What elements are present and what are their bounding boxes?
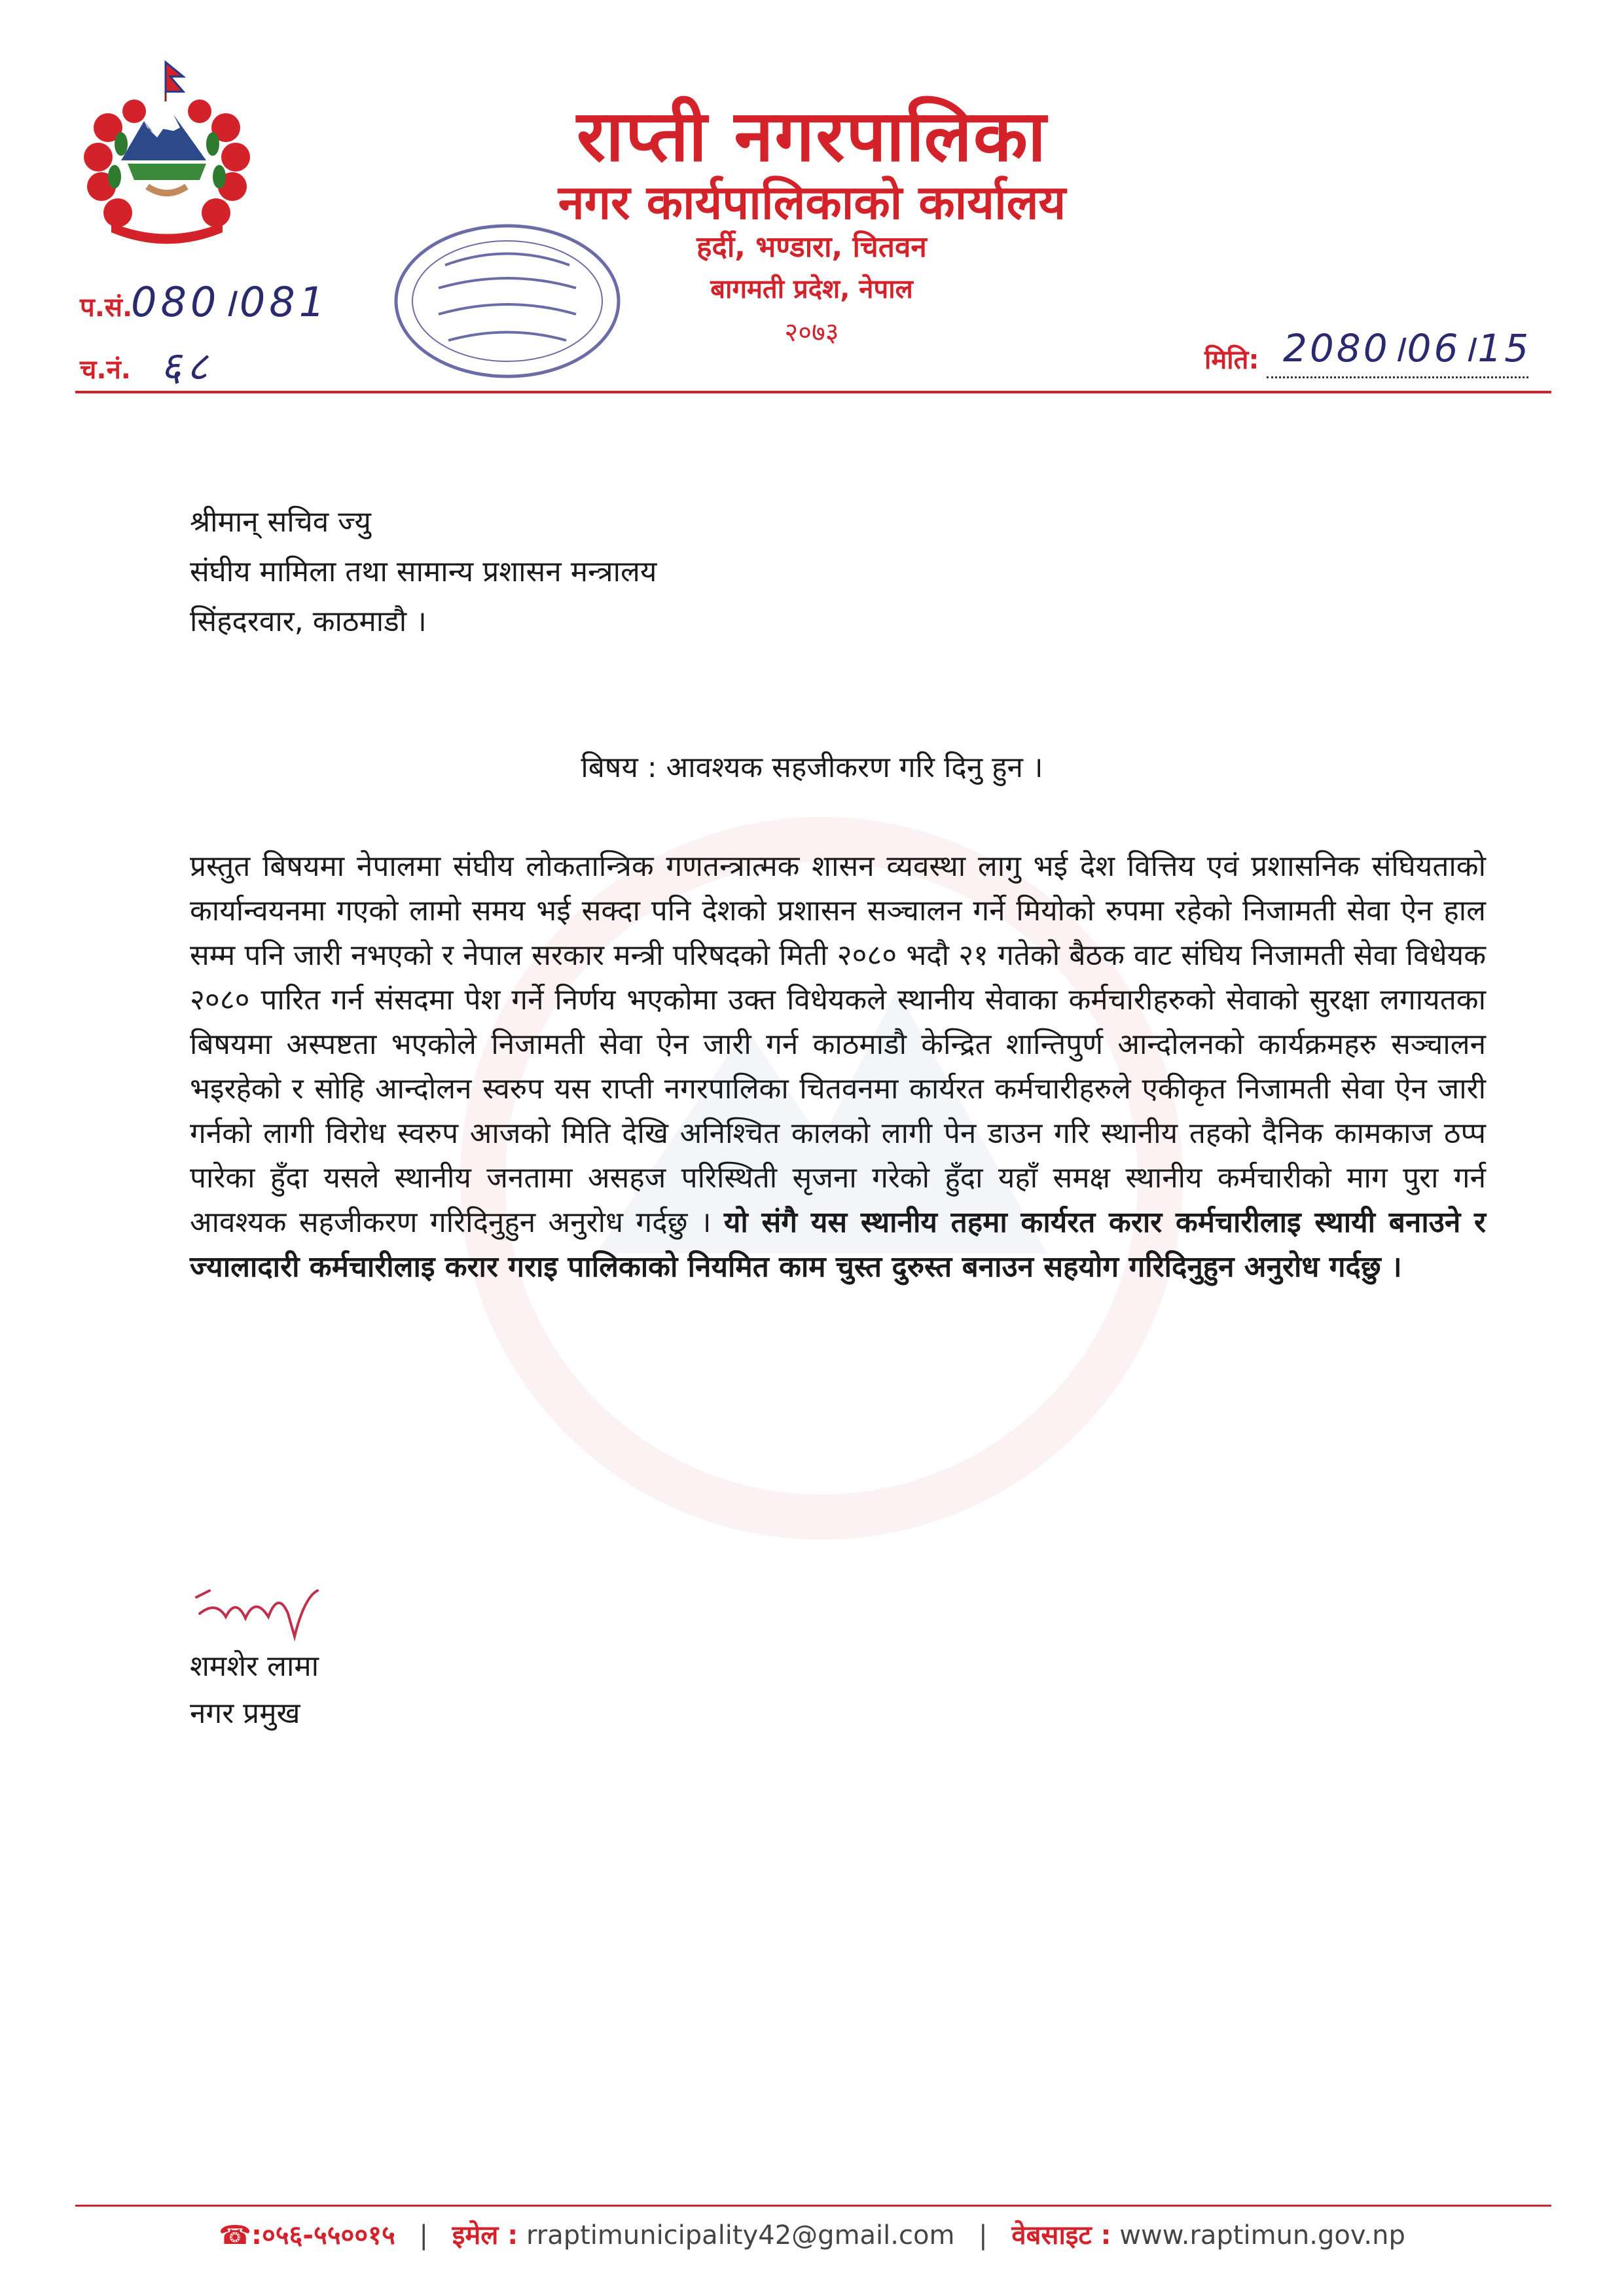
website-label: वेबसाइट : xyxy=(1011,2220,1111,2250)
recipient-line-1: श्रीमान् सचिव ज्यु xyxy=(190,505,371,539)
reference-number-value: 080।081 xyxy=(131,278,329,326)
office-subtitle: नगर कार्यपालिकाको कार्यालय xyxy=(558,175,1066,230)
recipient-line-2: संघीय मामिला तथा सामान्य प्रशासन मन्त्रालय xyxy=(190,555,657,588)
address-line-2: बागमती प्रदेश, नेपाल xyxy=(710,274,913,304)
body-bold-text: यो संगै यस स्थानीय तहमा कार्यरत करार कर्मचारीलाइ स्थायी बनाउने र ज्यालादारी कर्मचारीलाइ करार गराइ पालिकाको नियमित काम चुस्त दुरुस्त बनाउन सहयोग गरिदिनुहुन अनुरोध गर्दछु । xyxy=(190,1206,1486,1284)
footer-contact xyxy=(0,2216,1624,2252)
date-underline xyxy=(1267,376,1528,378)
phone-icon: ☎: xyxy=(219,2220,262,2250)
reference-number-label: प.सं. xyxy=(80,293,133,323)
signer-block xyxy=(190,1643,319,1737)
office-stamp xyxy=(386,216,628,386)
letter-body xyxy=(190,844,1486,1290)
establishment-year: २०७३ xyxy=(784,317,839,348)
letter-subject: बिषय : आवश्यक सहजीकरण गरि दिनु हुन । xyxy=(581,751,1043,784)
email-link[interactable]: rraptimunicipality42@gmail.com xyxy=(526,2220,955,2250)
municipality-title: राप्ती नगरपालिका xyxy=(577,96,1047,177)
phone-number: ०५६-५५००१५ xyxy=(261,2220,395,2250)
dispatch-number-label: च.नं. xyxy=(80,355,131,385)
body-text: प्रस्तुत बिषयमा नेपालमा संघीय लोकतान्त्रिक गणतन्त्रात्मक शासन व्यवस्था लागु भई देश वित्तिय एवं प्रशासनिक संघियताको कार्यान्वयनमा गएको लामो समय भई सक्दा पनि देशको प्रशासन सञ्चालन गर्ने मियोको रुपमा रहेको निजामती सेवा ऐन हाल सम्म पनि जारी नभएको र नेपाल सरकार मन्त्री परिषदको मिती २०८० भदौ २१ गतेको बैठक वाट संघिय निजामती सेवा विधेयक २०८० पारित गर्न संसदमा पेश गर्ने निर्णय भएकोमा उक्त विधेयकले स्थानीय सेवाका कर्मचारीहरुको सेवाको सुरक्षा लगायतका बिषयमा अस्पष्टता भएकोले निजामती सेवा ऐन जारी गर्न काठमाडौ केन्द्रित शान्तिपुर्ण आन्दोलनको कार्यक्रमहरु सञ्चालन भइरहेको र सोहि आन्दोलन स्वरुप यस राप्ती नगरपालिका चितवनमा कार्यरत कर्मचारीहरुले एकीकृत निजामती सेवा ऐन जारी गर्नको लागी विरोध स्वरुप आजको मिति देखि अनिश्चित कालको लागी पेन डाउन गरि स्थानीय तहको दैनिक कामकाज ठप्प पारेका हुँदा यसले स्थानीय जनतामा असहज परिस्थिती सृजना गरेको हुँदा यहाँ समक्ष स्थानीय कर्मचारीको माग पुरा गर्न आवश्यक सहजीकरण गरिदिनुहुन अनुरोध गर्दछु । xyxy=(190,850,1486,1239)
address-line-1: हर्दी, भण्डारा, चितवन xyxy=(696,230,927,264)
signer-title: नगर प्रमुख xyxy=(190,1697,300,1730)
handwritten-signature xyxy=(190,1578,360,1650)
dispatch-number-value: ६८ xyxy=(160,342,213,390)
email-label: इमेल : xyxy=(452,2220,518,2250)
date-value: 2080।06।15 xyxy=(1283,326,1532,370)
header-divider xyxy=(75,391,1551,393)
footer-separator-1: | xyxy=(419,2220,428,2250)
website-link[interactable]: www.raptimun.gov.np xyxy=(1119,2220,1405,2250)
footer-separator-2: | xyxy=(979,2220,988,2250)
recipient-line-3: सिंहदरवार, काठमाडौ । xyxy=(190,605,427,638)
recipient-block xyxy=(190,497,657,647)
footer-divider xyxy=(75,2205,1551,2207)
date-label: मिति: xyxy=(1204,345,1259,375)
signer-name: शमशेर लामा xyxy=(190,1650,319,1683)
